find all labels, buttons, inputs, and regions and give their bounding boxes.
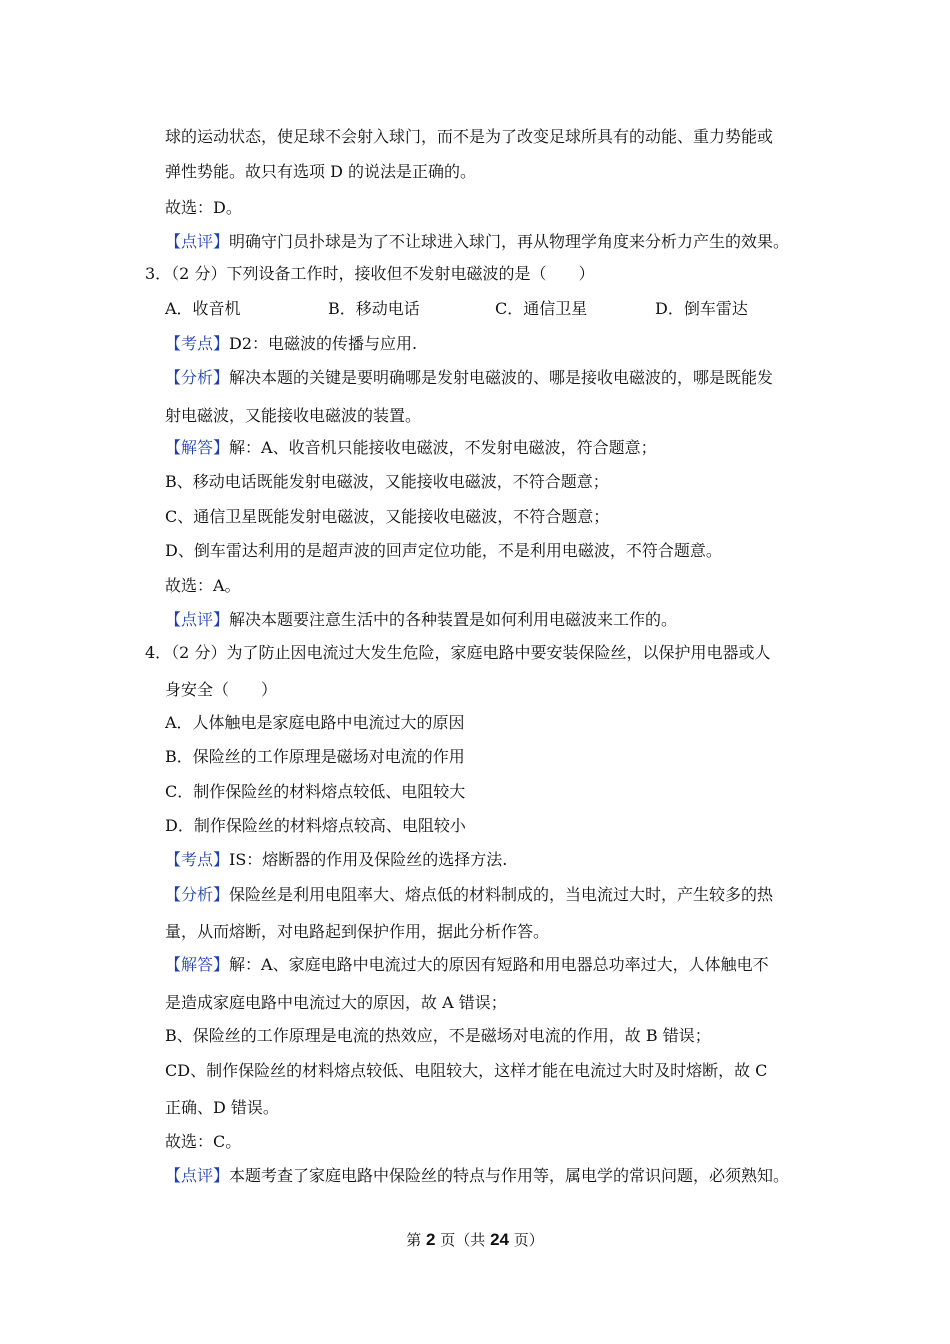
q3-option-d: D．倒车雷达 <box>655 299 748 318</box>
fenxi-text: 保险丝是利用电阻率大、熔点低的材料制成的，当电流过大时，产生较多的热 <box>229 885 774 904</box>
text-line: 射电磁波，又能接收电磁波的装置。 <box>165 406 422 425</box>
fenxi-line <box>165 368 773 388</box>
q4-option-d: D．制作保险丝的材料熔点较高、电阻较小 <box>165 816 466 835</box>
q3-option-b: B．移动电话 <box>328 299 420 318</box>
fenxi-tag: 【分析】 <box>165 885 230 904</box>
text-line: 弹性势能。故只有选项 D 的说法是正确的。 <box>165 162 477 181</box>
fenxi-tag: 【分析】 <box>165 368 230 387</box>
jieda-tag: 【解答】 <box>165 955 230 974</box>
q3-option-c: C．通信卫星 <box>495 299 588 318</box>
page-footer <box>0 1230 950 1250</box>
review-line <box>165 610 677 630</box>
text-line: 正确、D 错误。 <box>165 1098 279 1117</box>
q4-option-a: A．人体触电是家庭电路中电流过大的原因 <box>165 713 465 732</box>
q4-option-b: B．保险丝的工作原理是磁场对电流的作用 <box>165 747 465 766</box>
text-line: C、通信卫星既能发射电磁波，又能接收电磁波，不符合题意； <box>165 507 610 526</box>
review-line <box>165 232 789 252</box>
review-line <box>165 1166 789 1186</box>
review-tag: 【点评】 <box>165 610 230 629</box>
question-3-stem: 3．（2 分）下列设备工作时，接收但不发射电磁波的是（ ） <box>145 264 595 283</box>
kaodian-tag: 【考点】 <box>165 850 230 869</box>
footer-suffix: 页） <box>513 1231 544 1249</box>
review-text: 本题考查了家庭电路中保险丝的特点与作用等，属电学的常识问题，必须熟知。 <box>229 1166 790 1185</box>
jieda-tag: 【解答】 <box>165 438 230 457</box>
fenxi-line <box>165 885 773 905</box>
footer-prefix: 第 <box>406 1231 422 1249</box>
text-line: D、倒车雷达利用的是超声波的回声定位功能，不是利用电磁波，不符合题意。 <box>165 541 722 560</box>
q3-option-a: A．收音机 <box>165 299 241 318</box>
question-4-stem: 4．（2 分）为了防止因电流过大发生危险，家庭电路中要安装保险丝，以保护用电器或人 <box>145 643 771 662</box>
kaodian-text: IS：熔断器的作用及保险丝的选择方法. <box>229 850 508 869</box>
footer-middle: 页（共 <box>440 1231 486 1249</box>
question-4-stem-cont: 身安全（ ） <box>165 680 278 699</box>
jieda-text: 解：A、收音机只能接收电磁波，不发射电磁波，符合题意； <box>229 438 657 457</box>
text-line: 球的运动状态，使足球不会射入球门，而不是为了改变足球所具有的动能、重力势能或 <box>165 127 774 146</box>
text-line: B、保险丝的工作原理是电流的热效应，不是磁场对电流的作用，故 B 错误； <box>165 1026 711 1045</box>
kaodian-line <box>165 850 507 870</box>
review-text: 明确守门员扑球是为了不让球进入球门，再从物理学角度来分析力产生的效果。 <box>229 232 790 251</box>
kaodian-text: D2：电磁波的传播与应用. <box>229 334 418 353</box>
text-line: 是造成家庭电路中电流过大的原因，故 A 错误； <box>165 993 507 1012</box>
jieda-text: 解：A、家庭电路中电流过大的原因有短路和用电器总功率过大，人体触电不 <box>229 955 769 974</box>
answer-choice: 故选：D。 <box>165 198 242 217</box>
review-tag: 【点评】 <box>165 1166 230 1185</box>
kaodian-tag: 【考点】 <box>165 334 230 353</box>
jieda-line <box>165 438 657 458</box>
answer-choice: 故选：C。 <box>165 1132 242 1151</box>
text-line: B、移动电话既能发射电磁波，又能接收电磁波，不符合题意； <box>165 472 609 491</box>
q4-option-c: C．制作保险丝的材料熔点较低、电阻较大 <box>165 782 466 801</box>
kaodian-line <box>165 334 417 354</box>
text-line: CD、制作保险丝的材料熔点较低、电阻较大，这样才能在电流过大时及时熔断，故 C <box>165 1061 768 1080</box>
total-pages: 24 <box>490 1230 509 1249</box>
answer-choice: 故选：A。 <box>165 576 241 595</box>
review-tag: 【点评】 <box>165 232 230 251</box>
jieda-line <box>165 955 769 975</box>
page-number: 2 <box>426 1230 436 1249</box>
text-line: 量，从而熔断，对电路起到保护作用，据此分析作答。 <box>165 922 550 941</box>
review-text: 解决本题要注意生活中的各种装置是如何利用电磁波来工作的。 <box>229 610 678 629</box>
fenxi-text: 解决本题的关键是要明确哪是发射电磁波的、哪是接收电磁波的，哪是既能发 <box>229 368 774 387</box>
